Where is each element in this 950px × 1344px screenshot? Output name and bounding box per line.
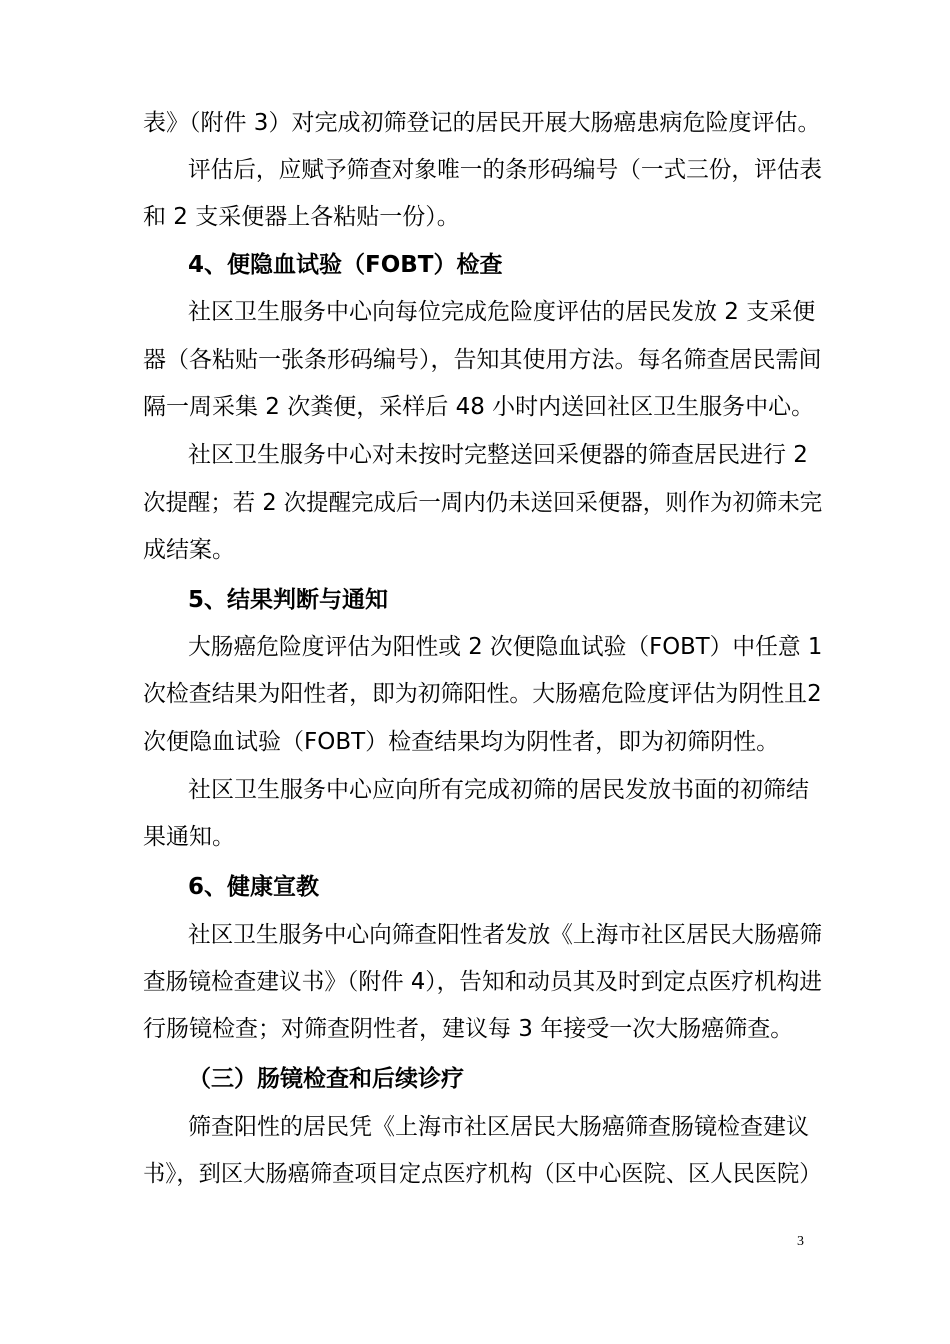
- body-text-line: 次检查结果为阳性者，即为初筛阳性。大肠癌危险度评估为阴性且2: [143, 681, 822, 707]
- body-text-line: 果通知。: [143, 824, 235, 850]
- body-text-line: 成结案。: [143, 537, 235, 563]
- body-text-line: 社区卫生服务中心向筛查阳性者发放《上海市社区居民大肠癌筛: [188, 922, 822, 948]
- section-heading-results: 5、结果判断与通知: [188, 587, 389, 613]
- section-heading-fobt: 4、便隐血试验（FOBT）检查: [188, 252, 503, 278]
- page-number: 3: [797, 1234, 804, 1249]
- body-text-line: 次提醒；若 2 次提醒完成后一周内仍未送回采便器，则作为初筛未完: [143, 490, 823, 516]
- body-text-line: 行肠镜检查；对筛查阴性者，建议每 3 年接受一次大肠癌筛查。: [143, 1016, 794, 1042]
- body-text-line: 和 2 支采便器上各粘贴一份）。: [143, 204, 460, 230]
- body-text-line: 社区卫生服务中心向每位完成危险度评估的居民发放 2 支采便: [188, 299, 816, 325]
- body-text-line: 大肠癌危险度评估为阳性或 2 次便隐血试验（FOBT）中任意 1: [188, 634, 823, 660]
- body-text-line: 社区卫生服务中心应向所有完成初筛的居民发放书面的初筛结: [188, 777, 809, 803]
- body-text-line: 书》，到区大肠癌筛查项目定点医疗机构（区中心医院、区人民医院）: [143, 1161, 822, 1187]
- section-heading-colonoscopy: （三）肠镜检查和后续诊疗: [188, 1066, 464, 1092]
- body-text-line: 隔一周采集 2 次粪便，采样后 48 小时内送回社区卫生服务中心。: [143, 394, 815, 420]
- body-text-line: 查肠镜检查建议书》（附件 4），告知和动员其及时到定点医疗机构进: [143, 969, 822, 995]
- body-text-line: 筛查阳性的居民凭《上海市社区居民大肠癌筛查肠镜检查建议: [188, 1114, 809, 1140]
- section-heading-education: 6、健康宣教: [188, 874, 320, 900]
- body-text-line: 次便隐血试验（FOBT）检查结果均为阴性者，即为初筛阴性。: [143, 729, 780, 755]
- body-text-line: 表》（附件 3）对完成初筛登记的居民开展大肠癌患病危险度评估。: [143, 110, 821, 136]
- body-text-line: 评估后，应赋予筛查对象唯一的条形码编号（一式三份，评估表: [188, 157, 822, 183]
- body-text-line: 器（各粘贴一张条形码编号），告知其使用方法。每名筛查居民需间: [143, 347, 822, 373]
- body-text-line: 社区卫生服务中心对未按时完整送回采便器的筛查居民进行 2: [188, 442, 808, 468]
